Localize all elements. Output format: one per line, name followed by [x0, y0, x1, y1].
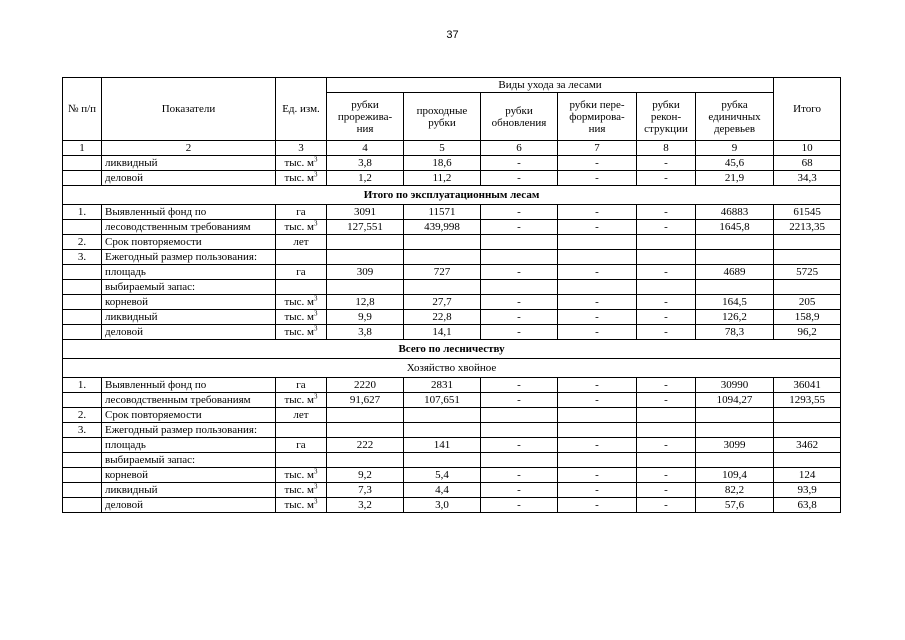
row-number [63, 220, 102, 235]
value-cell: - [637, 295, 696, 310]
value-cell [327, 250, 404, 265]
table-row [63, 378, 841, 393]
value-cell: - [558, 171, 637, 186]
value-cell: - [481, 265, 558, 280]
value-cell: - [481, 171, 558, 186]
value-cell [481, 408, 558, 423]
value-cell [774, 423, 841, 438]
value-cell [558, 423, 637, 438]
value-cell: 4689 [696, 265, 774, 280]
value-cell: - [637, 325, 696, 340]
value-cell: 141 [404, 438, 481, 453]
unit-cell: тыс. $м^3$ [276, 483, 327, 498]
value-cell: 1,2 [327, 171, 404, 186]
value-cell [481, 453, 558, 468]
value-cell [558, 453, 637, 468]
value-cell: - [637, 483, 696, 498]
value-cell: - [558, 205, 637, 220]
row-number [63, 325, 102, 340]
table-row [63, 393, 841, 408]
value-cell: - [637, 265, 696, 280]
value-cell: 107,651 [404, 393, 481, 408]
value-cell: 82,2 [696, 483, 774, 498]
value-cell: 18,6 [404, 156, 481, 171]
value-cell [774, 453, 841, 468]
value-cell: - [558, 220, 637, 235]
value-cell [481, 280, 558, 295]
value-cell: 57,6 [696, 498, 774, 513]
section-heading-row [63, 340, 841, 359]
value-cell [774, 280, 841, 295]
value-cell: - [558, 265, 637, 280]
indicator-cell: лесоводственным требованиям [102, 393, 276, 408]
table-body [63, 156, 841, 513]
value-cell: - [558, 295, 637, 310]
indicator-cell: ликвидный [102, 483, 276, 498]
table-row [63, 295, 841, 310]
value-cell: 9,9 [327, 310, 404, 325]
unit-cell: тыс. $м^3$ [276, 498, 327, 513]
value-cell [327, 423, 404, 438]
value-cell: - [481, 378, 558, 393]
section-heading: Всего по лесничеству [63, 340, 841, 359]
value-cell: 3099 [696, 438, 774, 453]
table-row [63, 310, 841, 325]
indicator-cell: деловой [102, 171, 276, 186]
row-number [63, 265, 102, 280]
value-cell: - [481, 310, 558, 325]
header-col-passage: проходные рубки [404, 93, 481, 141]
value-cell: 78,3 [696, 325, 774, 340]
unit-cell: га [276, 438, 327, 453]
unit-cell [276, 250, 327, 265]
value-cell: - [558, 393, 637, 408]
value-cell: - [637, 438, 696, 453]
header-group: Виды ухода за лесами [327, 78, 774, 93]
value-cell: - [558, 156, 637, 171]
table-row [63, 438, 841, 453]
value-cell: 126,2 [696, 310, 774, 325]
table-row [63, 408, 841, 423]
value-cell: 7,3 [327, 483, 404, 498]
section-heading-row [63, 186, 841, 205]
header-col-renewal: рубки обновления [481, 93, 558, 141]
indicator-cell: ликвидный [102, 310, 276, 325]
value-cell: 1094,27 [696, 393, 774, 408]
value-cell: - [481, 220, 558, 235]
value-cell [404, 280, 481, 295]
value-cell [637, 408, 696, 423]
row-number: 1. [63, 205, 102, 220]
column-number: 1 [63, 141, 102, 156]
indicator-cell: лесоводственным требованиям [102, 220, 276, 235]
value-cell: 46883 [696, 205, 774, 220]
column-number: 5 [404, 141, 481, 156]
table-row [63, 325, 841, 340]
table-row [63, 498, 841, 513]
value-cell: - [481, 295, 558, 310]
value-cell [327, 235, 404, 250]
row-number [63, 483, 102, 498]
table-row [63, 171, 841, 186]
value-cell [327, 408, 404, 423]
value-cell: 12,8 [327, 295, 404, 310]
value-cell: 11571 [404, 205, 481, 220]
table-row [63, 468, 841, 483]
value-cell [637, 280, 696, 295]
value-cell: 93,9 [774, 483, 841, 498]
table-row [63, 205, 841, 220]
value-cell [404, 423, 481, 438]
row-number [63, 453, 102, 468]
unit-cell: тыс. $м^3$ [276, 156, 327, 171]
forest-care-table [62, 77, 841, 513]
value-cell: 3,0 [404, 498, 481, 513]
header-col-thinning: рубки прорежива-ния [327, 93, 404, 141]
value-cell [637, 453, 696, 468]
value-cell: 22,8 [404, 310, 481, 325]
value-cell: 4,4 [404, 483, 481, 498]
unit-cell: га [276, 378, 327, 393]
subsection-heading-row [63, 359, 841, 378]
value-cell [696, 453, 774, 468]
value-cell [696, 235, 774, 250]
value-cell [481, 250, 558, 265]
column-number: 4 [327, 141, 404, 156]
header-col-reconstruction: рубки рекон-струкции [637, 93, 696, 141]
value-cell: 91,627 [327, 393, 404, 408]
unit-cell: лет [276, 235, 327, 250]
value-cell: 5725 [774, 265, 841, 280]
row-number [63, 295, 102, 310]
header-total: Итого [774, 78, 841, 141]
indicator-cell: Ежегодный размер пользования: [102, 423, 276, 438]
row-number: 2. [63, 235, 102, 250]
page-number: 37 [446, 29, 459, 41]
table-row [63, 280, 841, 295]
value-cell [558, 250, 637, 265]
column-number: 7 [558, 141, 637, 156]
value-cell [404, 408, 481, 423]
value-cell: 11,2 [404, 171, 481, 186]
value-cell: 127,551 [327, 220, 404, 235]
value-cell: 3091 [327, 205, 404, 220]
row-number [63, 498, 102, 513]
value-cell: - [481, 325, 558, 340]
value-cell: - [637, 378, 696, 393]
subsection-heading: Хозяйство хвойное [63, 359, 841, 378]
header-col-reformation: рубки пере-формирова-ния [558, 93, 637, 141]
column-number: 2 [102, 141, 276, 156]
value-cell [637, 250, 696, 265]
value-cell: 309 [327, 265, 404, 280]
column-number: 3 [276, 141, 327, 156]
header-unit: Ед. изм. [276, 78, 327, 141]
value-cell: 3,2 [327, 498, 404, 513]
value-cell: 164,5 [696, 295, 774, 310]
header-indicator: Показатели [102, 78, 276, 141]
table-row [63, 265, 841, 280]
value-cell [558, 408, 637, 423]
value-cell: 2220 [327, 378, 404, 393]
indicator-cell: площадь [102, 438, 276, 453]
value-cell: 30990 [696, 378, 774, 393]
unit-cell [276, 280, 327, 295]
value-cell [481, 235, 558, 250]
value-cell: - [558, 325, 637, 340]
value-cell [696, 423, 774, 438]
unit-cell: лет [276, 408, 327, 423]
value-cell: 158,9 [774, 310, 841, 325]
value-cell: 3,8 [327, 325, 404, 340]
value-cell [637, 423, 696, 438]
value-cell: 96,2 [774, 325, 841, 340]
row-number [63, 393, 102, 408]
value-cell: - [558, 498, 637, 513]
value-cell [481, 423, 558, 438]
column-number: 9 [696, 141, 774, 156]
unit-cell: тыс. $м^3$ [276, 468, 327, 483]
row-number [63, 310, 102, 325]
unit-cell: тыс. $м^3$ [276, 171, 327, 186]
value-cell: 3,8 [327, 156, 404, 171]
indicator-cell: Срок повторяемости [102, 235, 276, 250]
unit-cell [276, 453, 327, 468]
row-number [63, 438, 102, 453]
value-cell: 27,7 [404, 295, 481, 310]
row-number: 3. [63, 250, 102, 265]
table-row [63, 423, 841, 438]
indicator-cell: выбираемый запас: [102, 280, 276, 295]
column-number: 10 [774, 141, 841, 156]
value-cell: 63,8 [774, 498, 841, 513]
value-cell: - [637, 393, 696, 408]
value-cell: 439,998 [404, 220, 481, 235]
row-number: 1. [63, 378, 102, 393]
indicator-cell: Срок повторяемости [102, 408, 276, 423]
value-cell [774, 250, 841, 265]
value-cell: 222 [327, 438, 404, 453]
section-heading: Итого по эксплуатационным лесам [63, 186, 841, 205]
value-cell: - [481, 483, 558, 498]
value-cell: - [637, 171, 696, 186]
unit-cell: тыс. $м^3$ [276, 325, 327, 340]
value-cell: 3462 [774, 438, 841, 453]
value-cell: 14,1 [404, 325, 481, 340]
indicator-cell: площадь [102, 265, 276, 280]
value-cell: - [637, 498, 696, 513]
table-row [63, 220, 841, 235]
value-cell [696, 250, 774, 265]
row-number [63, 468, 102, 483]
unit-cell: тыс. $м^3$ [276, 393, 327, 408]
unit-cell [276, 423, 327, 438]
unit-cell: га [276, 205, 327, 220]
value-cell [558, 280, 637, 295]
column-number: 6 [481, 141, 558, 156]
value-cell: 61545 [774, 205, 841, 220]
value-cell: - [558, 483, 637, 498]
table-row [63, 156, 841, 171]
value-cell: - [558, 378, 637, 393]
value-cell: 727 [404, 265, 481, 280]
indicator-cell: деловой [102, 325, 276, 340]
value-cell: 124 [774, 468, 841, 483]
value-cell: 21,9 [696, 171, 774, 186]
value-cell: - [558, 310, 637, 325]
value-cell [774, 235, 841, 250]
value-cell: - [481, 156, 558, 171]
unit-cell: га [276, 265, 327, 280]
value-cell: 5,4 [404, 468, 481, 483]
value-cell: - [481, 468, 558, 483]
header-no: № п/п [63, 78, 102, 141]
value-cell: - [558, 468, 637, 483]
table-row [63, 453, 841, 468]
value-cell: 36041 [774, 378, 841, 393]
value-cell [696, 408, 774, 423]
value-cell: - [481, 438, 558, 453]
header-col-single-trees: рубка единичных деревьев [696, 93, 774, 141]
value-cell [327, 280, 404, 295]
unit-cell: тыс. $м^3$ [276, 310, 327, 325]
value-cell [327, 453, 404, 468]
value-cell: - [481, 498, 558, 513]
table-row [63, 250, 841, 265]
value-cell: - [637, 310, 696, 325]
table-row [63, 483, 841, 498]
value-cell [637, 235, 696, 250]
indicator-cell: Выявленный фонд по [102, 378, 276, 393]
unit-cell: тыс. $м^3$ [276, 220, 327, 235]
value-cell: 2213,35 [774, 220, 841, 235]
table-row [63, 235, 841, 250]
value-cell [696, 280, 774, 295]
indicator-cell: выбираемый запас: [102, 453, 276, 468]
indicator-cell: ликвидный [102, 156, 276, 171]
value-cell: 109,4 [696, 468, 774, 483]
value-cell [774, 408, 841, 423]
value-cell: - [481, 393, 558, 408]
value-cell: 45,6 [696, 156, 774, 171]
value-cell: 9,2 [327, 468, 404, 483]
indicator-cell: деловой [102, 498, 276, 513]
value-cell [404, 453, 481, 468]
value-cell: - [637, 468, 696, 483]
value-cell: 1645,8 [696, 220, 774, 235]
value-cell [558, 235, 637, 250]
value-cell [404, 250, 481, 265]
row-number [63, 171, 102, 186]
value-cell: 2831 [404, 378, 481, 393]
indicator-cell: Выявленный фонд по [102, 205, 276, 220]
value-cell: 205 [774, 295, 841, 310]
row-number [63, 156, 102, 171]
value-cell: - [558, 438, 637, 453]
indicator-cell: корневой [102, 468, 276, 483]
value-cell: 68 [774, 156, 841, 171]
value-cell: - [637, 205, 696, 220]
column-number-row [63, 141, 841, 156]
value-cell: - [637, 220, 696, 235]
column-number: 8 [637, 141, 696, 156]
row-number [63, 280, 102, 295]
row-number: 3. [63, 423, 102, 438]
unit-cell: тыс. $м^3$ [276, 295, 327, 310]
value-cell: - [481, 205, 558, 220]
row-number: 2. [63, 408, 102, 423]
value-cell: - [637, 156, 696, 171]
indicator-cell: Ежегодный размер пользования: [102, 250, 276, 265]
indicator-cell: корневой [102, 295, 276, 310]
value-cell: 1293,55 [774, 393, 841, 408]
value-cell: 34,3 [774, 171, 841, 186]
value-cell [404, 235, 481, 250]
